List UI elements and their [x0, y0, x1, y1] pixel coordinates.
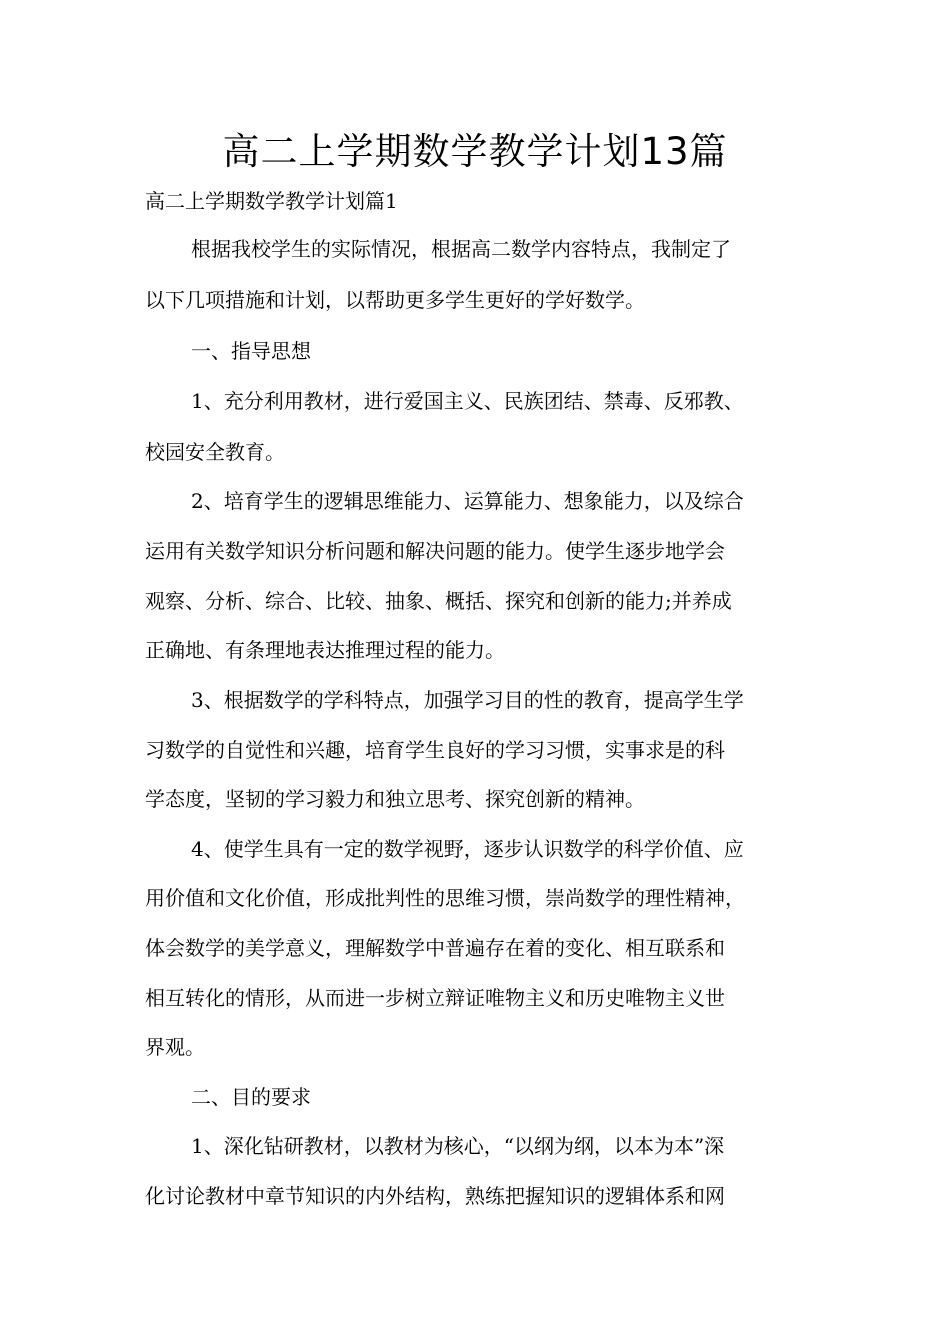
document-title: 高二上学期数学教学计划13篇: [222, 130, 728, 173]
paragraph-line: 校园安全教育。: [145, 440, 285, 464]
paragraph-line: 习数学的自觉性和兴趣，培育学生良好的学习习惯，实事求是的科: [145, 738, 725, 762]
paragraph-line: 2、培育学生的逻辑思维能力、运算能力、想象能力，以及综合: [191, 489, 744, 513]
paragraph-line: 观察、分析、综合、比较、抽象、概括、探究和创新的能力;并养成: [145, 589, 732, 613]
paragraph-line: 正确地、有条理地表达推理过程的能力。: [145, 638, 505, 662]
paragraph-line: 根据我校学生的实际情况，根据高二数学内容特点，我制定了: [191, 237, 731, 261]
paragraph-line: 4、使学生具有一定的数学视野，逐步认识数学的科学价值、应: [191, 837, 744, 861]
section-heading: 二、目的要求: [191, 1085, 311, 1109]
paragraph-line: 化讨论教材中章节知识的内外结构，熟练把握知识的逻辑体系和网: [145, 1184, 725, 1208]
paragraph-line: 1、深化钻研教材，以教材为核心，“以纲为纲，以本为本”深: [191, 1134, 725, 1158]
paragraph-line: 1、充分利用教材，进行爱国主义、民族团结、禁毒、反邪教、: [191, 389, 744, 413]
paragraph-line: 界观。: [145, 1035, 205, 1059]
paragraph-line: 学态度，坚韧的学习毅力和独立思考、探究创新的精神。: [145, 787, 645, 811]
paragraph-line: 相互转化的情形，从而进一步树立辩证唯物主义和历史唯物主义世: [145, 986, 725, 1010]
paragraph-line: 体会数学的美学意义，理解数学中普遍存在着的变化、相互联系和: [145, 936, 725, 960]
paragraph-line: 以下几项措施和计划，以帮助更多学生更好的学好数学。: [145, 288, 645, 312]
paragraph-line: 3、根据数学的学科特点，加强学习目的性的教育，提高学生学: [191, 688, 744, 712]
paragraph-line: 运用有关数学知识分析问题和解决问题的能力。使学生逐步地学会: [145, 539, 725, 563]
section-heading: 一、指导思想: [191, 339, 311, 363]
document-subtitle: 高二上学期数学教学计划篇1: [145, 189, 398, 213]
paragraph-line: 用价值和文化价值，形成批判性的思维习惯，崇尚数学的理性精神，: [145, 886, 745, 910]
